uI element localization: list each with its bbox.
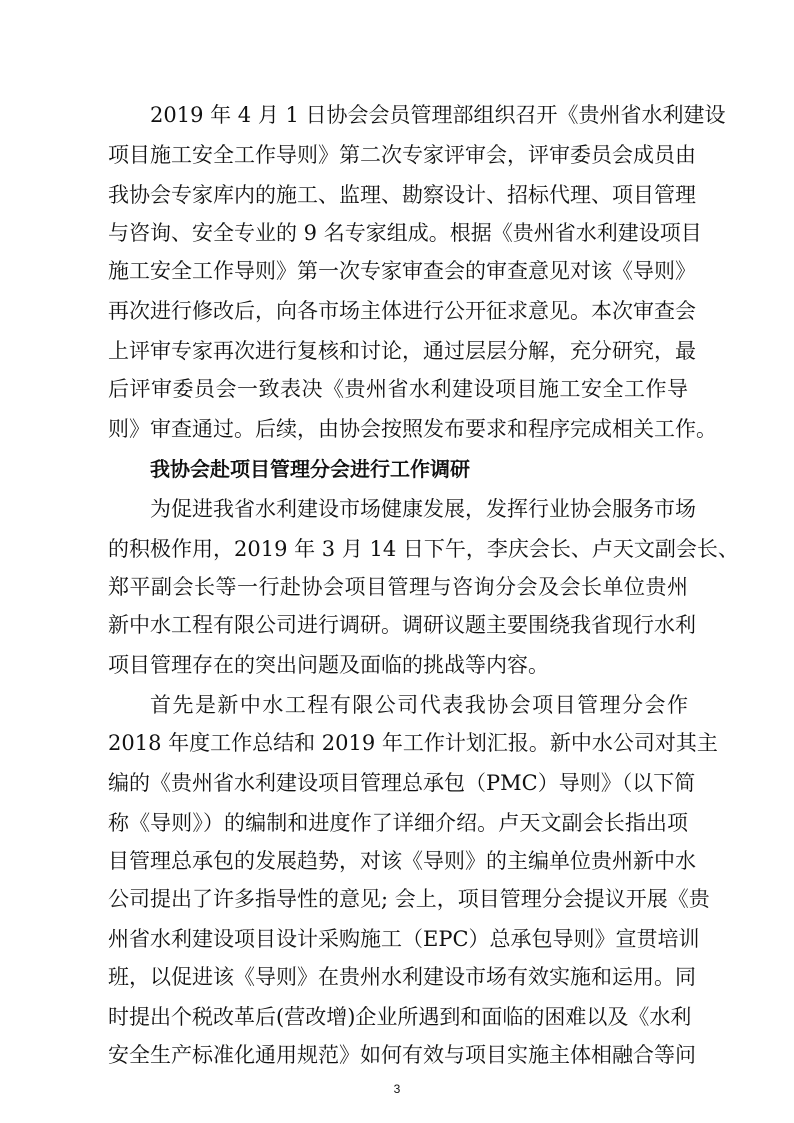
paragraph-2-line: 为促进我省水利建设市场健康发展，发挥行业协会服务市场 bbox=[150, 497, 696, 521]
paragraph-2-line: 郑平副会长等一行赴协会项目管理与咨询分会及会长单位贵州 bbox=[108, 575, 688, 599]
paragraph-3-line: 首先是新中水工程有限公司代表我协会项目管理分会作 bbox=[150, 693, 688, 717]
paragraph-3-line: 目管理总承包的发展趋势，对该《导则》的主编单位贵州新中水 bbox=[108, 849, 696, 873]
paragraph-3-line: 编的《贵州省水利建设项目管理总承包（PMC）导则》（以下简 bbox=[108, 771, 696, 795]
paragraph-3-line: 2018 年度工作总结和 2019 年工作计划汇报。新中水公司对其主 bbox=[108, 731, 718, 755]
page-number: 3 bbox=[393, 1082, 401, 1096]
paragraph-1-line: 我协会专家库内的施工、监理、勘察设计、招标代理、项目管理 bbox=[108, 183, 696, 207]
paragraph-3-line: 公司提出了许多指导性的意见; 会上，项目管理分会提议开展《贵 bbox=[108, 887, 710, 911]
paragraph-1-line: 与咨询、安全专业的 9 名专家组成。根据《贵州省水利建设项目 bbox=[108, 221, 702, 245]
paragraph-1-line: 则》审查通过。后续，由协会按照发布要求和程序完成相关工作。 bbox=[108, 417, 717, 441]
paragraph-1-line: 后评审委员会一致表决《贵州省水利建设项目施工安全工作导 bbox=[108, 377, 688, 401]
paragraph-2-line: 新中水工程有限公司进行调研。调研议题主要围绕我省现行水利 bbox=[108, 613, 696, 637]
paragraph-1-line: 2019 年 4 月 1 日协会会员管理部组织召开《贵州省水利建设 bbox=[150, 103, 726, 127]
paragraph-2-line: 的积极作用，2019 年 3 月 14 日下午，李庆会长、卢天文副会长、 bbox=[108, 537, 739, 561]
paragraph-1-line: 再次进行修改后，向各市场主体进行公开征求意见。本次审查会 bbox=[108, 299, 696, 323]
section-heading: 我协会赴项目管理分会进行工作调研 bbox=[150, 457, 470, 481]
paragraph-3-line: 安全生产标准化通用规范》如何有效与项目实施主体相融合等问 bbox=[108, 1043, 696, 1067]
paragraph-1-line: 施工安全工作导则》第一次专家审查会的审查意见对该《导则》 bbox=[108, 259, 696, 283]
paragraph-3-line: 称《导则》）的编制和进度作了详细介绍。卢天文副会长指出项 bbox=[108, 811, 688, 835]
paragraph-1-line: 上评审专家再次进行复核和讨论，通过层层分解，充分研究，最 bbox=[108, 339, 696, 363]
paragraph-3-line: 时提出个税改革后(营改增)企业所遇到和面临的困难以及《水利 bbox=[108, 1005, 692, 1029]
paragraph-3-line: 州省水利建设项目设计采购施工（EPC）总承包导则》宣贯培训 bbox=[108, 927, 700, 951]
paragraph-3-line: 班，以促进该《导则》在贵州水利建设市场有效实施和运用。同 bbox=[108, 965, 696, 989]
paragraph-2-line: 项目管理存在的突出问题及面临的挑战等内容。 bbox=[108, 653, 549, 677]
paragraph-1-line: 项目施工安全工作导则》第二次专家评审会，评审委员会成员由 bbox=[108, 143, 696, 167]
